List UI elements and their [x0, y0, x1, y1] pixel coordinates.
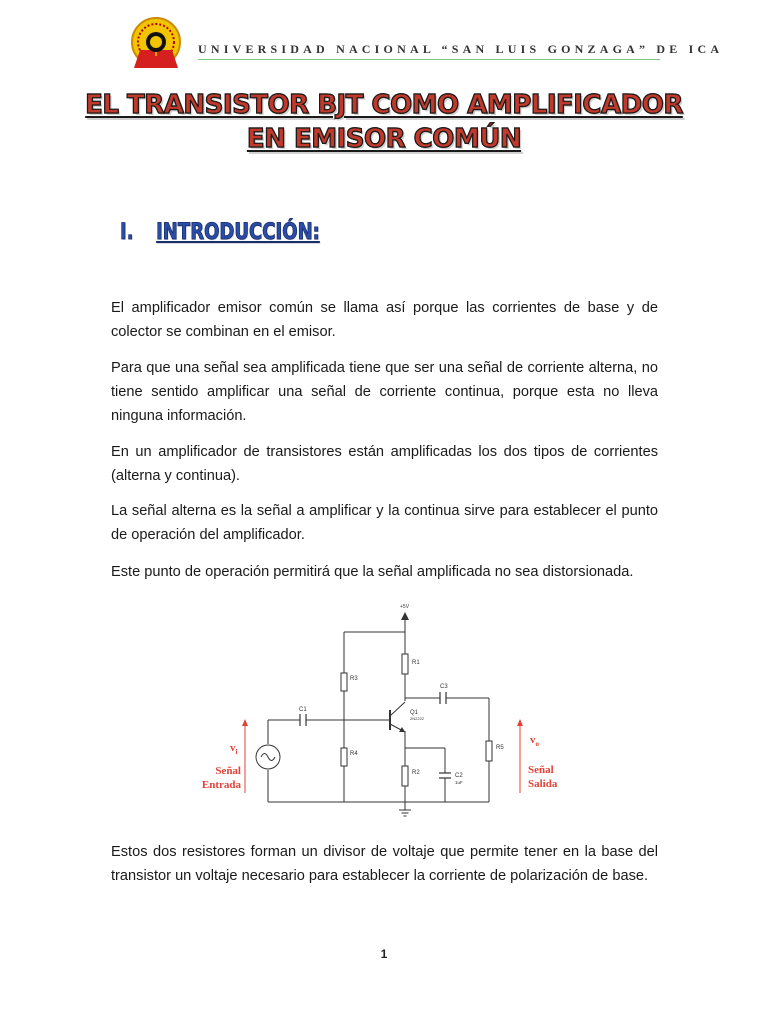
section-number: I. [120, 220, 134, 245]
paragraph-3: En un amplificador de transistores están amplificadas los dos tipos de corrientes (alterna y continua). [111, 444, 658, 484]
output-voltage-label [530, 734, 540, 748]
vo-subscript: o [535, 740, 539, 748]
resistor-r4 [341, 748, 347, 766]
supply-arrow-icon [401, 612, 409, 620]
output-arrow-icon [517, 719, 523, 726]
resistor-r5 [486, 741, 492, 761]
r5-label: R5 [496, 745, 504, 751]
capacitor-c3 [440, 692, 446, 704]
transistor-q1 [390, 702, 405, 732]
c1-label: C1 [299, 707, 307, 713]
input-arrow-icon [242, 719, 248, 726]
r4-label: R4 [350, 751, 358, 757]
page-header [128, 16, 724, 74]
input-voltage-label [230, 742, 238, 756]
common-emitter-circuit-diagram [190, 598, 580, 828]
university-logo [128, 16, 184, 72]
section-heading [120, 220, 320, 245]
r2-label: R2 [412, 770, 420, 776]
paragraph-5: Este punto de operación permitirá que la señal amplificada no sea distorsionada. [111, 564, 634, 580]
c3-label: C3 [440, 684, 448, 690]
paragraph-4: La señal alterna es la señal a amplificar y la continua sirve para establecer el punto de operación del amplificador. [111, 503, 658, 543]
resistor-r1 [402, 654, 408, 674]
paragraph-1: El amplificador emisor común se llama así porque las corrientes de base y de colector se combinan en el emisor. [111, 300, 658, 340]
paragraph-2: Para que una señal sea amplificada tiene que ser una señal de corriente alterna, no tiene sentido amplificar una señal de corriente continua, porque esta no lleva ninguna información. [111, 360, 658, 424]
c2-label: C2 [455, 773, 463, 779]
input-signal-label-1: Señal [215, 765, 241, 777]
document-title-line-1: EL TRANSISTOR BJT COMO AMPLIFICADOR [85, 90, 683, 120]
vi-subscript: i [235, 748, 238, 756]
output-signal-label-1: Señal [528, 764, 554, 776]
paragraph-6: Estos dos resistores forman un divisor de voltaje que permite tener en la base del transistor un voltaje necesario para establecer la corriente de polarización de base. [111, 844, 658, 884]
document-title-line-2: EN EMISOR COMÚN [246, 124, 522, 154]
resistor-r3 [341, 673, 347, 691]
capacitor-c1 [300, 714, 306, 726]
supply-label: +5V [400, 604, 410, 610]
page-number: 1 [380, 947, 388, 961]
input-signal-label-2: Entrada [201, 779, 241, 791]
resistor-r2 [402, 766, 408, 786]
capacitor-c2 [439, 773, 451, 778]
r1-label: R1 [412, 660, 420, 666]
r3-label: R3 [350, 676, 358, 682]
ground-icon [399, 810, 411, 816]
c2-value: 1uF [455, 780, 463, 785]
output-signal-label-2: Salida [528, 778, 558, 790]
vo-symbol: v [530, 734, 536, 746]
q1-part-label: 2N2222 [410, 716, 425, 721]
vi-symbol: v [230, 742, 236, 754]
q1-label: Q1 [410, 710, 419, 716]
header-divider [198, 59, 660, 60]
section-title: INTRODUCCIÓN: [156, 220, 320, 245]
university-name: UNIVERSIDAD NACIONAL “SAN LUIS GONZAGA” DE ICA [198, 42, 724, 56]
